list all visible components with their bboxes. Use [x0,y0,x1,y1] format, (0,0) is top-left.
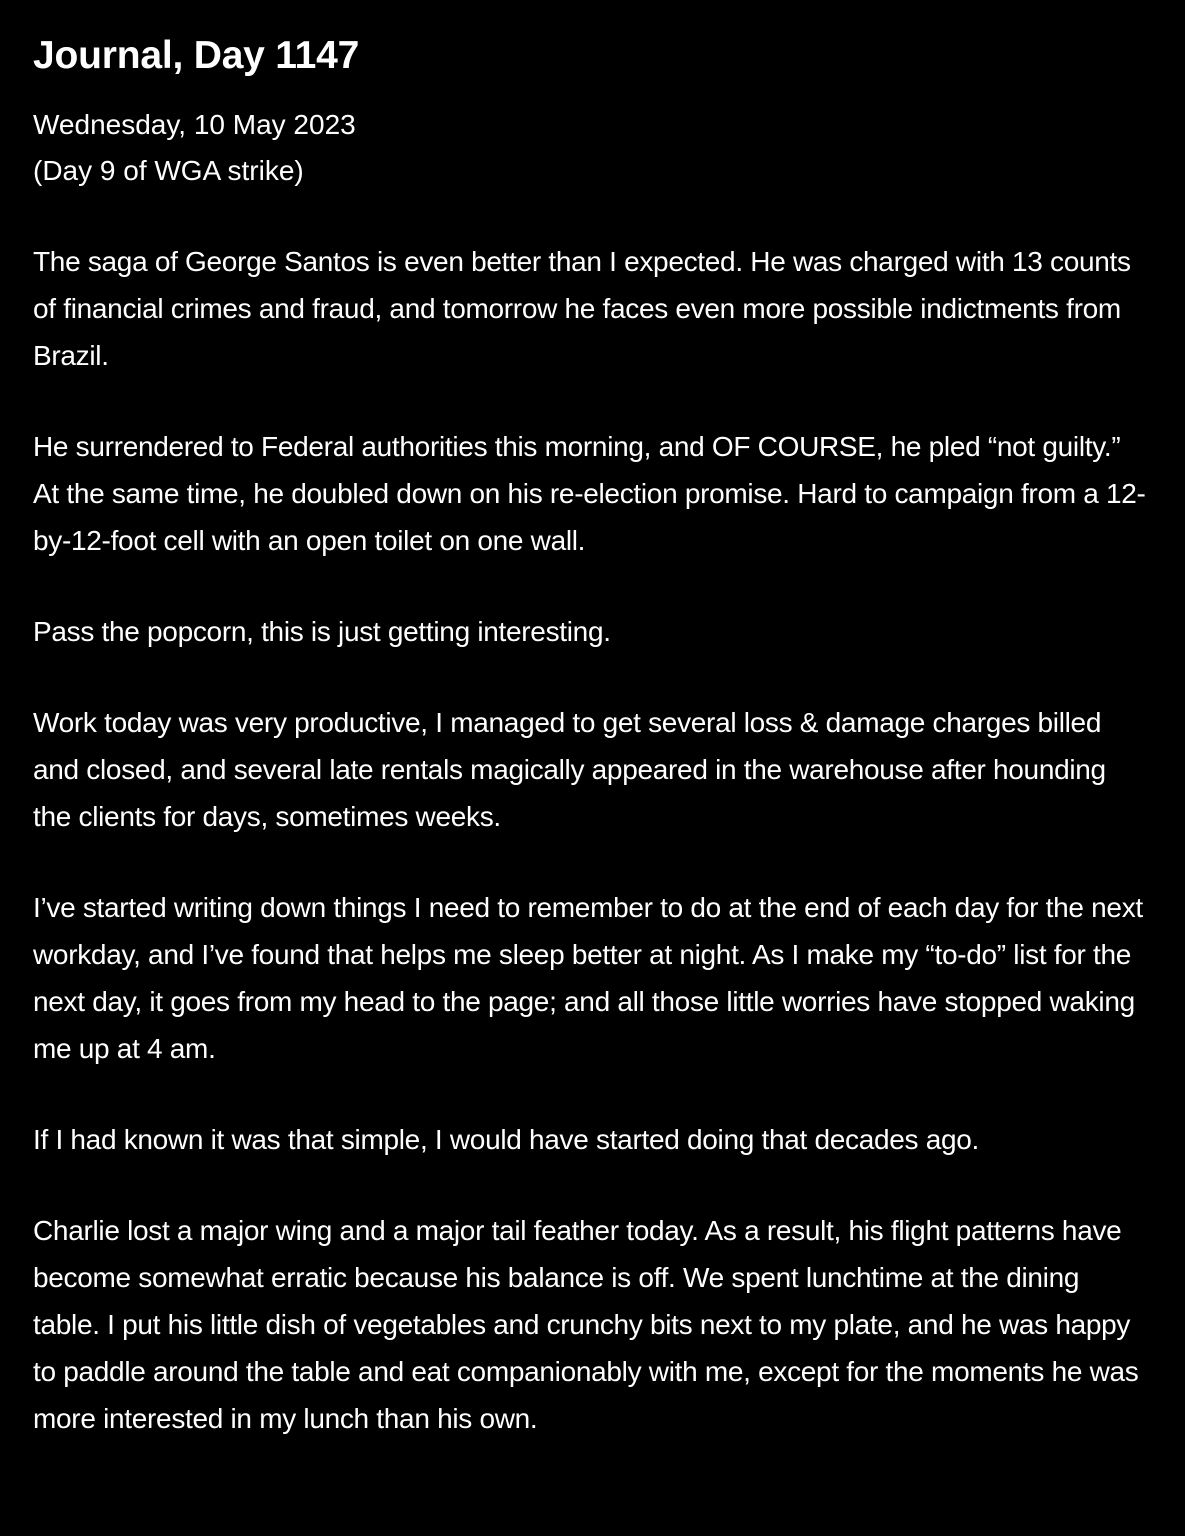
entry-meta [33,102,1151,194]
journal-title: Journal, Day 1147 [33,34,360,77]
paragraph-todo-list: I’ve started writing down things I need to remember to do at the end of each day for the next workday, and I’ve found that helps me sleep better at night. As I make my “to-do” list for the next day, it goes from my head to the page; and all those little worries have stopped waking me up at 4 am. [33,892,1143,1064]
paragraph-charlie: Charlie lost a major wing and a major tail feather today. As a result, his flight patterns have become somewhat erratic because his balance is off. We spent lunchtime at the dining table. I put his little dish of vegetables and crunchy bits next to my plate, and he was happy to paddle around the table and eat companionably with me, except for the moments he was more interested in my lunch than his own. [33,1215,1139,1434]
paragraph-santos-charges: The saga of George Santos is even better than I expected. He was charged with 13 counts of financial crimes and fraud, and tomorrow he faces even more possible indictments from Brazil. [33,246,1131,371]
paragraph-popcorn: Pass the popcorn, this is just getting interesting. [33,616,611,647]
entry-body [33,238,1151,1442]
entry-subtitle: (Day 9 of WGA strike) [33,155,304,186]
paragraph-simple: If I had known it was that simple, I would have started doing that decades ago. [33,1124,979,1155]
paragraph-santos-surrender: He surrendered to Federal authorities this morning, and OF COURSE, he pled “not guilty.” At the same time, he doubled down on his re-election promise. Hard to campaign from a 12-by-12-foot cell with an open toilet on one wall. [33,431,1146,556]
paragraph-work: Work today was very productive, I managed to get several loss & damage charges billed and closed, and several late rentals magically appeared in the warehouse after hounding the clients for days, sometimes weeks. [33,707,1106,832]
entry-date: Wednesday, 10 May 2023 [33,109,356,140]
